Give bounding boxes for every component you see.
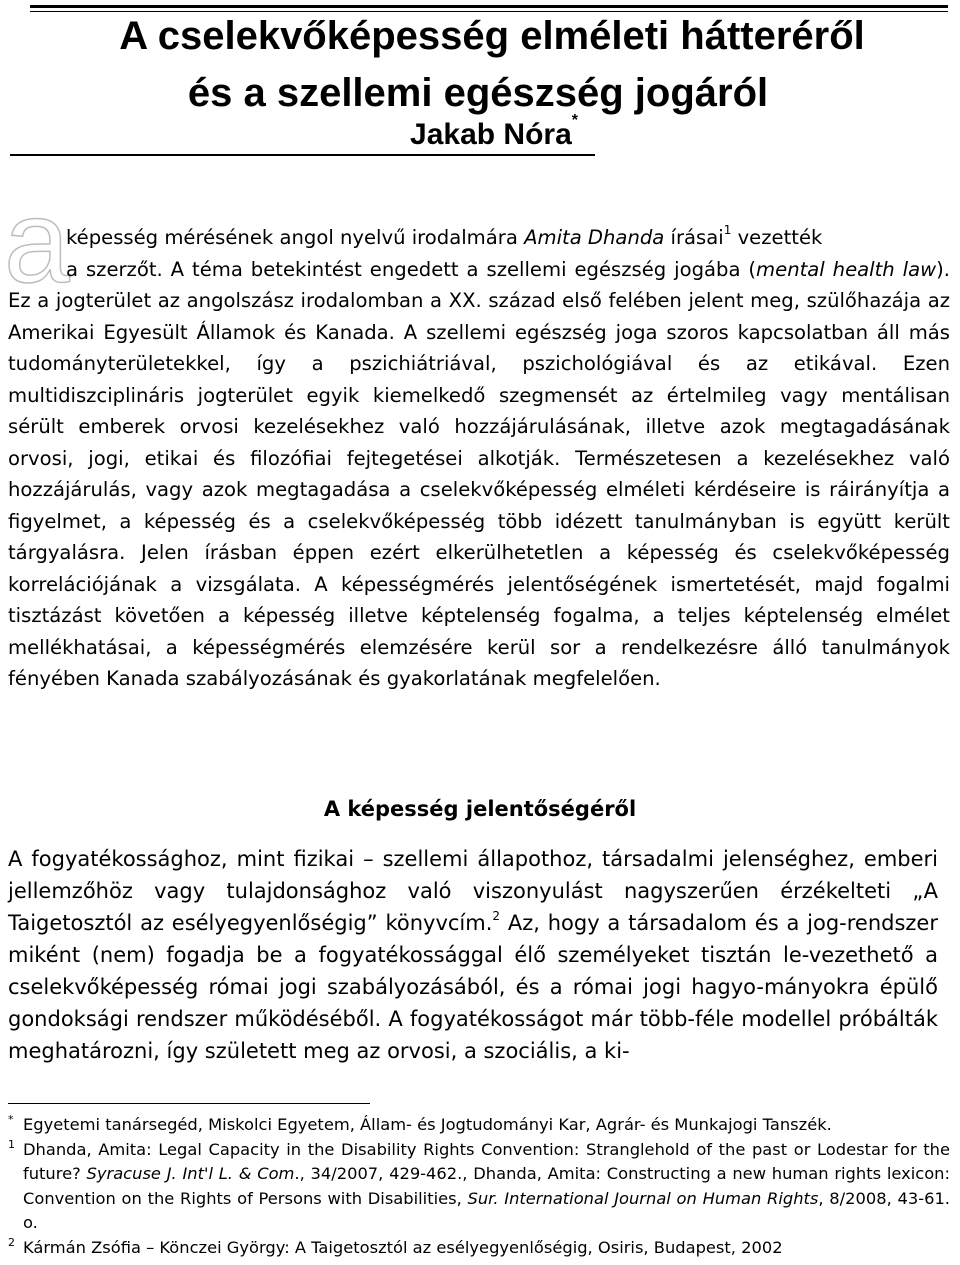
article-title-line-2: és a szellemi egészség jogáról <box>187 71 769 115</box>
author-name: Jakab Nóra* <box>410 112 578 151</box>
footnote-separator <box>8 1103 370 1104</box>
section-heading: A képesség jelentőségéről <box>323 797 637 821</box>
article-title-line-1: A cselekvőképesség elméleti hátteréről <box>119 14 865 58</box>
intro-paragraph: képesség mérésének angol nyelvű irodalmára Amita Dhanda írásai$^1$ vezették a szerzőt. A téma betekintést engedett a szellemi egészség jogába (mental health law). Ez a jogterület az angolszász irodalomban a XX. század első felében jelent meg, szülőhazája az Amerikai Egyesült Államok és Kanada. A szellemi egészség joga szoros kapcsolatban áll más tudományterületekkel, így a pszichiátriával, pszichológiával és az etikával. Ezen multidiszciplináris jogterület egyik kiemelkedő szegmensét az értelmileg vagy mentálisan sérült emberek orvosi kezelésekhez való hozzájárulásának, illetve azok megtagadásának orvosi, jogi, etikai és filozófiai fejtegetései alkotják. Természetesen a kezelésekhez való hozzájárulás, vagy azok megtagadása a cselekvőképesség elméleti kérdéseire is ráirányítja a figyelmet, a képesség és a cselekvőképesség több idézett tanulmányban is együtt került tárgyalásra. Jelen írásban éppen ezért elkerülhetetlen a képesség és cselekvőképesség korrelációjának a vizsgálata. A képességmérés jelentőségének ismertetését, majd fogalmi tisztázást követően a képesség illetve képtelenség fogalma, a teljes képtelenség elmélet mellékhatásai, a képességmérés elemzésére kerül sor a rendelkezésre álló tanulmányok fényében Kanada szabályozásának és gyakorlatának megfelelően. <box>8 223 950 690</box>
footnote-author: * Egyetemi tanársegéd, Miskolci Egyetem, Állam- és Jogtudományi Kar, Agrár- és Munkajogi Tanszék. <box>8 1113 832 1134</box>
footnote-2: 2 Kármán Zsófia – Könczei György: A Taigetosztól az esélyegyenlőségig, Osiris, Budapest, 2002 <box>8 1235 783 1257</box>
footnote-ref-2[interactable]: 2 <box>492 909 501 923</box>
footnotes <box>8 1113 950 1261</box>
drop-cap: a <box>4 176 70 308</box>
section-paragraph: A fogyatékossághoz, mint fizikai – szellemi állapothoz, társadalmi jelenséghez, emberi jellemzőhöz vagy tulajdonsághoz való viszonyulást nagyszerűen érzékelteti „A Taigetosztól az esélyegyenlőségig” könyvcím.$^2$ Az, hogy a társadalom és a jog-rendszer miként (nem) fogadja be a fogyatékossággal élő személyeket tisztán le-vezethető a cselekvőképesség római jogi szabályozásából, és a római jogi hagyo-mányokra épülő gondoksági rendszer működéséből. A fogyatékosságot már több-féle modellel próbálták meghatározni, így született meg az orvosi, a szociális, a ki- <box>8 847 938 1063</box>
footnote-ref-1[interactable]: 1 <box>723 223 732 237</box>
author-footnote-mark[interactable]: * <box>571 112 578 129</box>
header-rule-thick <box>30 5 948 8</box>
footnote-1: 1 Dhanda, Amita: Legal Capacity in the Disability Rights Convention: Stranglehold of the past or Lodestar for the future? Syracuse J. Int'l L. & Com., 34/2007, 429-462., Dhanda, Amita: Constructing a new human rights lexicon: Convention on the Rights of Persons with Disabilities, Sur. International Journal on Human Rights, 8/2008, 43-61. o. <box>8 1137 950 1233</box>
author-line <box>10 114 595 156</box>
